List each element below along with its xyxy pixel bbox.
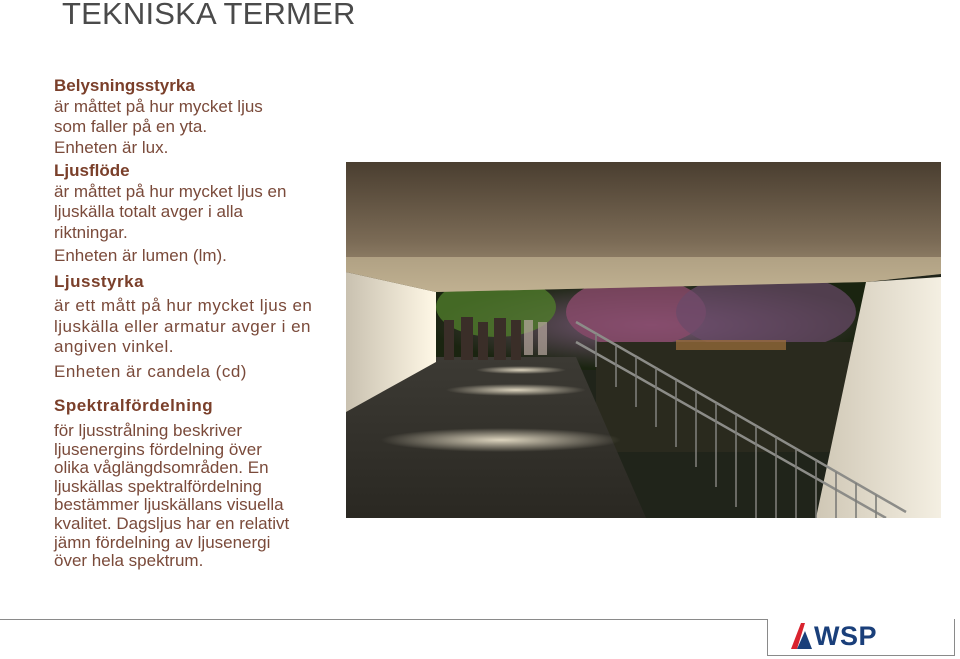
terms-column: [54, 76, 344, 571]
term-heading: Ljusstyrka: [54, 271, 145, 291]
term-line: olika våglängdsområden. En: [54, 458, 269, 478]
term-ljusflode: [54, 161, 344, 267]
term-line: är måttet på hur mycket ljus: [54, 96, 263, 116]
wsp-logo-mark-icon: [788, 621, 814, 651]
term-line: som faller på en yta.: [54, 117, 208, 136]
term-heading: Ljusflöde: [54, 161, 130, 180]
term-heading: Spektralfördelning: [54, 396, 214, 415]
term-line: ljusenergins fördelning över: [54, 439, 262, 459]
term-line: angiven vinkel.: [54, 337, 174, 356]
term-spektralfordelning: [54, 396, 344, 571]
wsp-logo: [767, 619, 955, 656]
footer-divider: [0, 619, 768, 620]
term-line: ljuskälla totalt avger i alla: [54, 202, 243, 221]
term-line: är måttet på hur mycket ljus en: [54, 181, 287, 201]
term-line: riktningar.: [54, 222, 128, 242]
term-line: kvalitet. Dagsljus har en relativt: [54, 513, 290, 533]
underpass-night-photo: [346, 162, 941, 518]
term-line: Enheten är candela (cd): [54, 361, 247, 381]
term-line: Enheten är lux.: [54, 137, 169, 157]
term-ljusstyrka: [54, 272, 344, 383]
term-line: jämn fördelning av ljusenergi: [54, 532, 271, 552]
term-line: ljuskällas spektralfördelning: [54, 476, 262, 496]
term-line: bestämmer ljuskällans visuella: [54, 495, 284, 515]
page-title: TEKNISKA TERMER: [62, 0, 356, 31]
term-line: Enheten är lumen (lm).: [54, 246, 227, 265]
term-line: ljuskälla eller armatur avger i en: [54, 316, 311, 336]
wsp-logo-text: WSP: [814, 621, 878, 651]
term-heading: Belysningsstyrka: [54, 76, 195, 95]
term-line: över hela spektrum.: [54, 551, 204, 571]
term-line: för ljusstrålning beskriver: [54, 421, 243, 440]
term-belysningsstyrka: [54, 76, 344, 158]
term-line: är ett mått på hur mycket ljus en: [54, 296, 313, 315]
